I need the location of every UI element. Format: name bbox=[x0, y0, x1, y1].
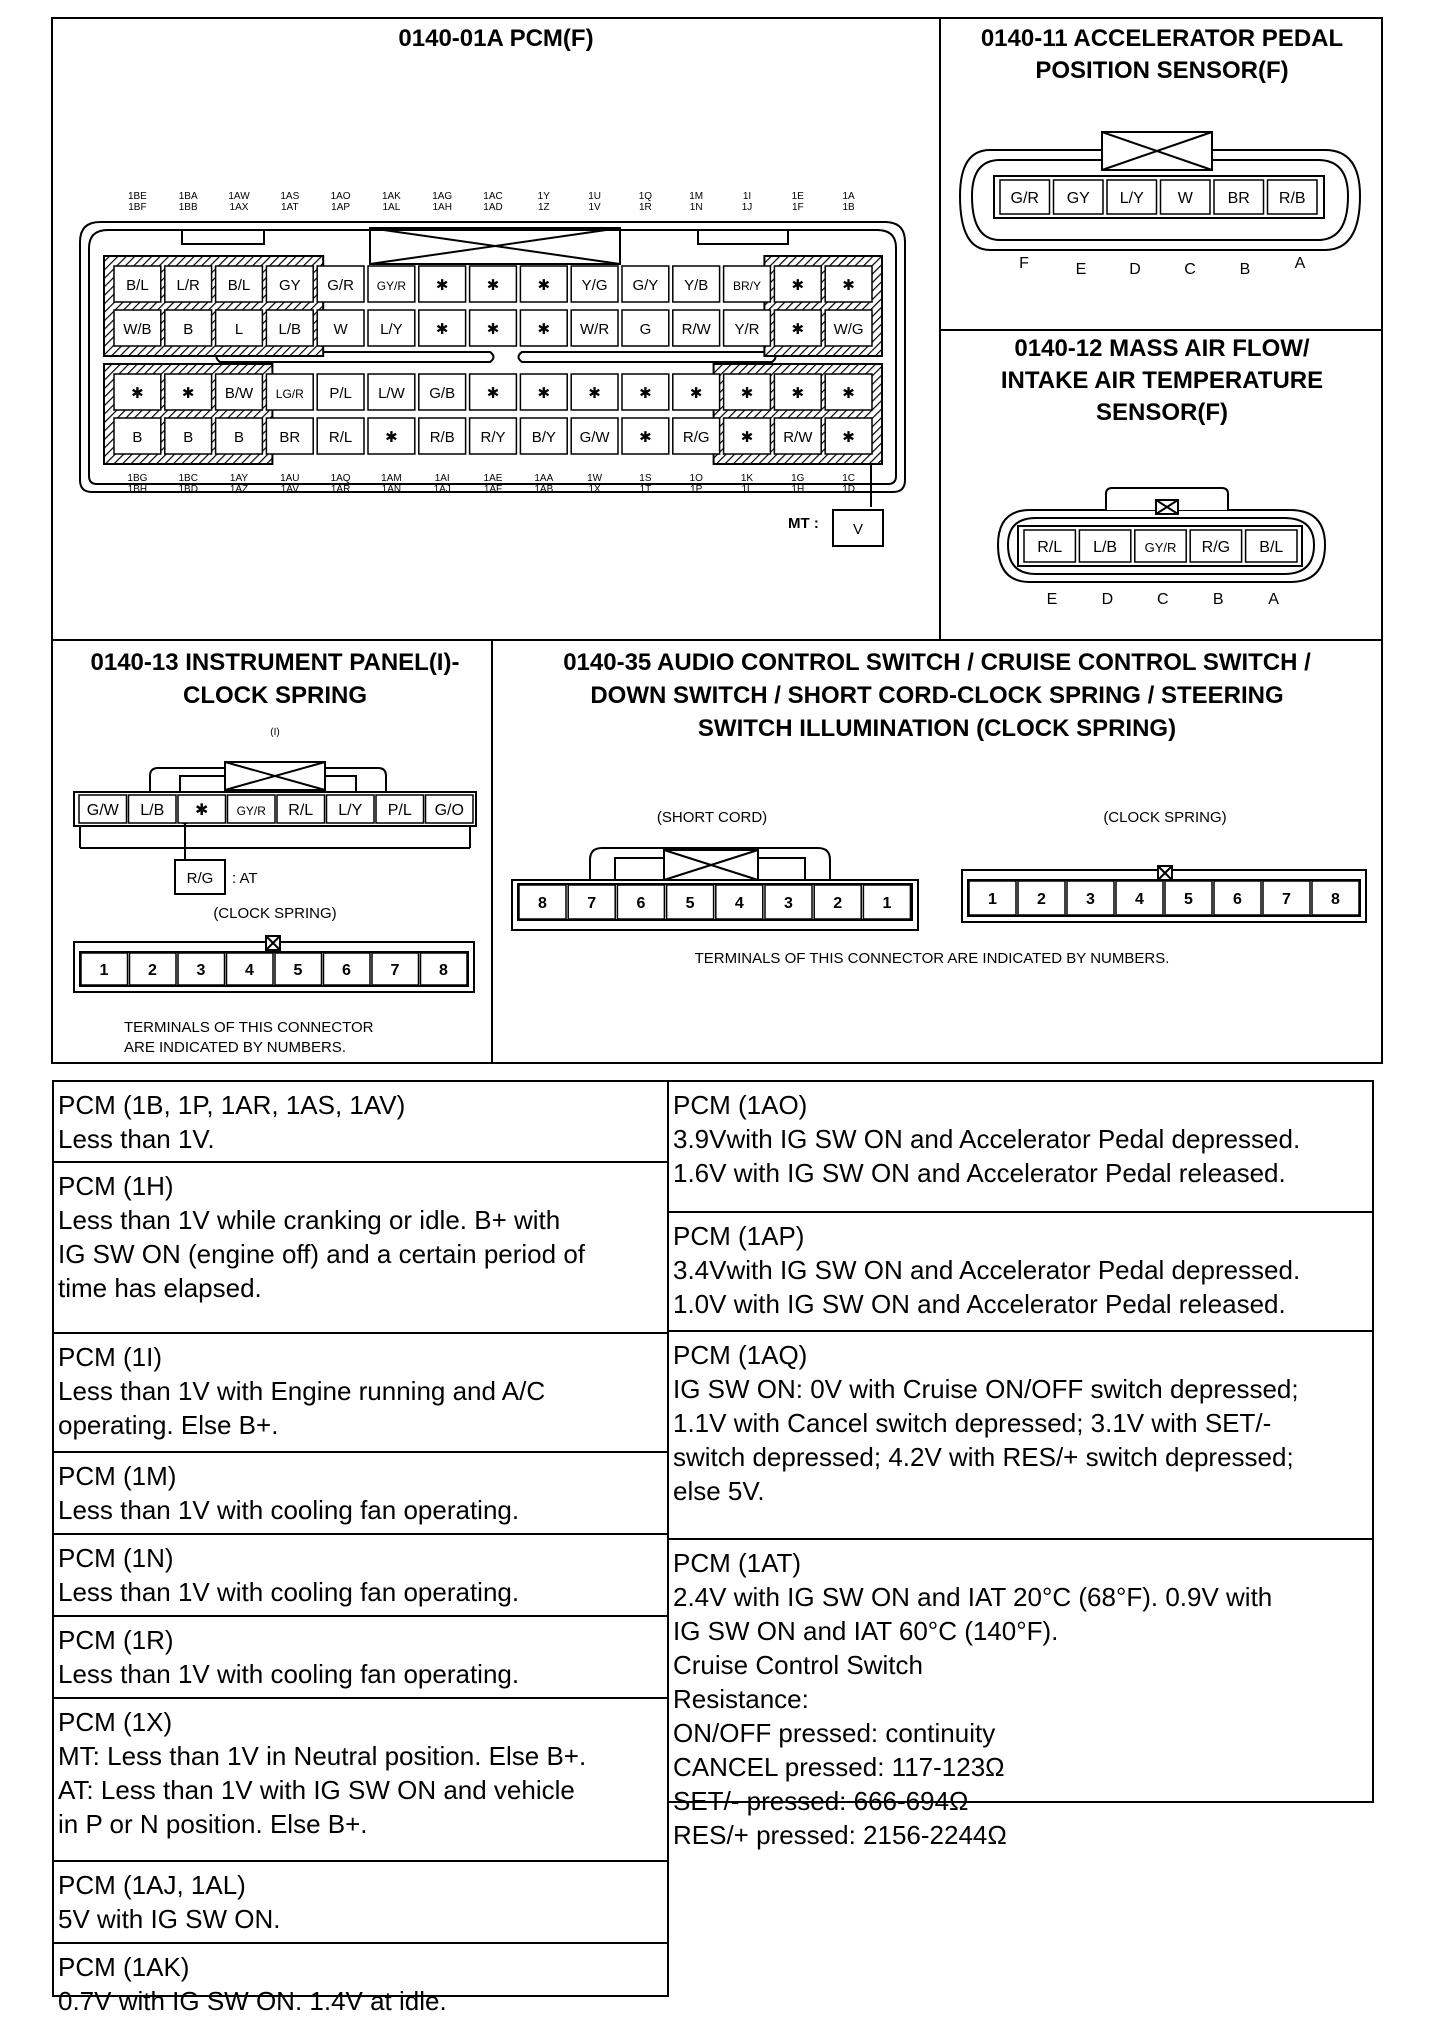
note-line: 2.4V with IG SW ON and IAT 20°C (68°F). 0.9V with bbox=[673, 1582, 1273, 1612]
pcm-pin-label: 1AH bbox=[432, 202, 452, 213]
pcm-pin-label: 1L bbox=[741, 484, 753, 495]
note-line: in P or N position. Else B+. bbox=[58, 1809, 368, 1839]
pcm-pin-label: 1C bbox=[842, 473, 855, 484]
pcm-wire-color: L bbox=[234, 321, 244, 338]
maf-terminal-letter: D bbox=[1101, 591, 1114, 608]
note-line: IG SW ON: 0V with Cruise ON/OFF switch depressed; bbox=[673, 1374, 1299, 1404]
maf-terminal-letter: C bbox=[1157, 591, 1169, 608]
pcm-wire-color: ✱ bbox=[842, 385, 855, 402]
pcm-wire-color: L/R bbox=[176, 277, 200, 294]
ip-connector bbox=[74, 649, 476, 1056]
pcm-wire-color: W bbox=[333, 321, 348, 338]
note-line: switch depressed; 4.2V with RES/+ switch depressed; bbox=[673, 1442, 1294, 1472]
pcm-connector bbox=[80, 25, 905, 546]
short-cord-terminal-number: 6 bbox=[636, 895, 646, 912]
pcm-wire-color: ✱ bbox=[537, 321, 551, 338]
pcm-wire-color: ✱ bbox=[435, 321, 449, 338]
pcm-wire-color: B/W bbox=[224, 385, 254, 402]
app-wire-color: G/R bbox=[1010, 190, 1039, 207]
maf-connector bbox=[998, 335, 1325, 608]
clock-spring-terminals bbox=[969, 881, 1359, 915]
pcm-pin-label: 1T bbox=[639, 484, 652, 495]
note-line: Less than 1V with Engine running and A/C bbox=[58, 1376, 546, 1406]
pcm-pin-label: 1I bbox=[742, 191, 752, 202]
note-line: Less than 1V. bbox=[58, 1124, 215, 1154]
pcm-pin-label: 1BB bbox=[178, 202, 198, 213]
note-line: 5V with IG SW ON. bbox=[58, 1904, 281, 1934]
ip-title-line1: 0140-13 INSTRUMENT PANEL(I)- bbox=[90, 649, 460, 676]
ip-title-line2: CLOCK SPRING bbox=[182, 682, 368, 709]
ip-wire-color: G/W bbox=[86, 802, 119, 819]
pcm-wire-color: B bbox=[233, 429, 245, 446]
app-connector bbox=[960, 25, 1360, 278]
note-line: ON/OFF pressed: continuity bbox=[673, 1718, 996, 1748]
pcm-wire-color: L/B bbox=[278, 321, 302, 338]
note-heading: PCM (1N) bbox=[58, 1543, 174, 1573]
pcm-wire-color: R/B bbox=[429, 429, 455, 446]
pcm-wire-color: L/Y bbox=[380, 321, 403, 338]
pcm-pin-label: 1AA bbox=[534, 473, 554, 484]
note-heading: PCM (1AT) bbox=[673, 1548, 802, 1578]
short-cord-terminal-number: 8 bbox=[538, 895, 547, 912]
note-line: AT: Less than 1V with IG SW ON and vehicle bbox=[58, 1775, 575, 1805]
pcm-wire-color: ✱ bbox=[181, 385, 195, 402]
pcm-pin-label: 1Q bbox=[638, 191, 653, 202]
pcm-wire-color: Y/B bbox=[684, 277, 709, 294]
pcm-pin-label: 1X bbox=[588, 484, 601, 495]
note-left-1 bbox=[52, 1161, 669, 1334]
note-heading: PCM (1I) bbox=[58, 1342, 162, 1372]
pcm-wire-color: LG/R bbox=[275, 387, 304, 401]
pcm-mt-label: MT : bbox=[788, 515, 819, 532]
pcm-wire-color: Y/G bbox=[581, 277, 608, 294]
note-right-2 bbox=[667, 1330, 1374, 1540]
pcm-wire-color: ✱ bbox=[435, 277, 449, 294]
pcm-pin-label: 1Z bbox=[537, 202, 550, 213]
ip-terminal-number: 5 bbox=[293, 962, 303, 979]
pcm-wire-color: ✱ bbox=[791, 385, 805, 402]
note-left-7 bbox=[52, 1860, 669, 1944]
pcm-pin-label: 1AW bbox=[228, 191, 250, 202]
pcm-pin-label: 1AN bbox=[381, 484, 402, 495]
note-left-4 bbox=[52, 1533, 669, 1617]
pcm-wire-color: W/B bbox=[123, 321, 152, 338]
pcm-wire-color: ✱ bbox=[791, 321, 805, 338]
pcm-pin-label: 1BH bbox=[127, 484, 148, 495]
pcm-wire-color: L/W bbox=[378, 385, 405, 402]
note-heading: PCM (1M) bbox=[58, 1461, 177, 1491]
pcm-pin-label: 1N bbox=[689, 202, 703, 213]
note-heading: PCM (1R) bbox=[58, 1625, 174, 1655]
note-line: 3.9Vwith IG SW ON and Accelerator Pedal depressed. bbox=[673, 1124, 1301, 1154]
pcm-wire-color: R/G bbox=[682, 429, 710, 446]
pcm-pin-label: 1AI bbox=[434, 473, 450, 484]
pcm-wire-color: W/G bbox=[833, 321, 864, 338]
pcm-pin-label: 1AZ bbox=[229, 484, 249, 495]
maf-terminal-letter: B bbox=[1212, 591, 1224, 608]
pcm-wire-color: G/B bbox=[429, 385, 456, 402]
pcm-wire-color: B bbox=[183, 321, 194, 338]
pcm-wire-color: ✱ bbox=[740, 385, 754, 402]
note-line: RES/+ pressed: 2156-2244Ω bbox=[673, 1820, 1007, 1850]
clock-spring-terminal-number: 7 bbox=[1282, 891, 1291, 908]
pcm-pin-label: 1O bbox=[689, 473, 703, 484]
audio-connector bbox=[512, 649, 1366, 967]
note-heading: PCM (1B, 1P, 1AR, 1AS, 1AV) bbox=[58, 1090, 406, 1120]
pcm-pin-label: 1AQ bbox=[330, 473, 351, 484]
pcm-wire-color: ✱ bbox=[689, 385, 703, 402]
pcm-pin-label: 1BD bbox=[178, 484, 198, 495]
pcm-wire-color: B/L bbox=[126, 277, 149, 294]
pcm-pin-label: 1AV bbox=[280, 484, 299, 495]
ip-wire-color: P/L bbox=[387, 802, 412, 819]
note-heading: PCM (1AJ, 1AL) bbox=[58, 1870, 246, 1900]
note-heading: PCM (1AK) bbox=[58, 1952, 190, 1982]
pcm-wire-color: BR/Y bbox=[732, 279, 762, 293]
ip-wire-color: L/Y bbox=[338, 802, 363, 819]
pcm-pin-label: 1U bbox=[588, 191, 601, 202]
note-line: Cruise Control Switch bbox=[673, 1650, 923, 1680]
audio-title-line2: DOWN SWITCH / SHORT CORD-CLOCK SPRING / STEERING bbox=[590, 682, 1284, 709]
pcm-wire-color: G/Y bbox=[632, 277, 659, 294]
pcm-pin-label: 1D bbox=[842, 484, 855, 495]
pcm-pin-label: 1G bbox=[791, 473, 805, 484]
pcm-wire-color: B bbox=[132, 429, 143, 446]
short-cord-terminal-number: 2 bbox=[833, 895, 843, 912]
note-left-6 bbox=[52, 1697, 669, 1862]
pcm-pin-label: 1BG bbox=[127, 473, 148, 484]
pcm-wire-color: R/W bbox=[783, 429, 813, 446]
note-line: else 5V. bbox=[673, 1476, 765, 1506]
short-cord-terminal-number: 5 bbox=[685, 895, 695, 912]
note-line: Less than 1V with cooling fan operating. bbox=[58, 1659, 520, 1689]
pcm-pin-label: 1V bbox=[588, 202, 601, 213]
ip-terminal-number: 4 bbox=[245, 962, 254, 979]
clock-spring-terminal-number: 5 bbox=[1184, 891, 1193, 908]
pcm-wire-color: BR bbox=[279, 429, 301, 446]
pcm-pin-label: 1E bbox=[791, 191, 804, 202]
note-line: MT: Less than 1V in Neutral position. Else B+. bbox=[58, 1741, 587, 1771]
pcm-pin-label: 1AD bbox=[483, 202, 503, 213]
clock-spring-terminal-number: 3 bbox=[1086, 891, 1095, 908]
pcm-pin-label: 1BE bbox=[127, 191, 147, 202]
app-wire-color: R/B bbox=[1278, 190, 1306, 207]
note-line: CANCEL pressed: 117-123Ω bbox=[673, 1752, 1005, 1782]
ip-terminal-number: 6 bbox=[342, 962, 351, 979]
pcm-pin-label: 1BA bbox=[178, 191, 198, 202]
pcm-pin-label: 1BC bbox=[178, 473, 198, 484]
pcm-wire-color: B/L bbox=[227, 277, 251, 294]
pcm-wire-color: R/W bbox=[681, 321, 711, 338]
note-line: 1.0V with IG SW ON and Accelerator Pedal released. bbox=[673, 1289, 1286, 1319]
short-cord-label: (SHORT CORD) bbox=[656, 809, 768, 826]
ip-at-label: : AT bbox=[232, 870, 258, 887]
ip-terminal-number: 2 bbox=[148, 962, 157, 979]
notes-table bbox=[52, 1080, 1374, 2016]
short-cord-terminal-number: 3 bbox=[784, 895, 793, 912]
ip-wire-color: R/L bbox=[288, 802, 314, 819]
pcm-wire-color: ✱ bbox=[842, 429, 855, 446]
maf-terminal-letter: A bbox=[1268, 591, 1279, 608]
maf-title-line1: 0140-12 MASS AIR FLOW/ bbox=[1014, 335, 1310, 362]
short-cord-terminal-number: 4 bbox=[734, 895, 744, 912]
pcm-title: 0140-01A PCM(F) bbox=[398, 25, 594, 52]
pcm-pin-label: 1AK bbox=[381, 191, 401, 202]
ip-note-line1: TERMINALS OF THIS CONNECTOR bbox=[124, 1019, 374, 1036]
ip-clock-spring-label: (CLOCK SPRING) bbox=[213, 905, 337, 922]
note-right-0 bbox=[667, 1080, 1374, 1213]
pcm-wire-color: G/W bbox=[579, 429, 610, 446]
app-wire-color: W bbox=[1177, 190, 1193, 207]
pcm-wire-color: B bbox=[183, 429, 194, 446]
pcm-top-pin-labels bbox=[128, 191, 855, 213]
pcm-wire-color: ✱ bbox=[740, 429, 754, 446]
audio-note: TERMINALS OF THIS CONNECTOR ARE INDICATED BY NUMBERS. bbox=[694, 950, 1170, 967]
note-heading: PCM (1H) bbox=[58, 1171, 174, 1201]
maf-wire-color: GY/R bbox=[1144, 540, 1177, 555]
note-line: Resistance: bbox=[673, 1684, 809, 1714]
note-line: 1.1V with Cancel switch depressed; 3.1V with SET/- bbox=[673, 1408, 1272, 1438]
maf-wire-color: L/B bbox=[1093, 539, 1118, 556]
clock-spring-terminal-number: 4 bbox=[1135, 891, 1144, 908]
pcm-wire-color: ✱ bbox=[588, 385, 601, 402]
pcm-pin-label: 1AT bbox=[280, 202, 299, 213]
ip-terminal-number: 8 bbox=[439, 962, 448, 979]
note-line: 0.7V with IG SW ON. 1.4V at idle. bbox=[58, 1986, 447, 2016]
pcm-pin-label: 1AF bbox=[483, 484, 503, 495]
note-heading: PCM (1AP) bbox=[673, 1221, 805, 1251]
pcm-pin-label: 1AR bbox=[330, 484, 351, 495]
pcm-wire-color: R/L bbox=[328, 429, 353, 446]
ip-at-wire: R/G bbox=[186, 870, 214, 887]
ip-clock-spring-terminals bbox=[81, 953, 467, 985]
pcm-pin-label: 1AC bbox=[483, 191, 503, 202]
clock-spring-label: (CLOCK SPRING) bbox=[1103, 809, 1227, 826]
pcm-pin-label: 1AU bbox=[280, 473, 300, 484]
clock-spring-terminal-number: 8 bbox=[1331, 891, 1340, 908]
maf-wire-color: B/L bbox=[1259, 539, 1284, 556]
clock-spring-terminal-number: 2 bbox=[1037, 891, 1046, 908]
ip-subtitle: (I) bbox=[270, 727, 280, 738]
short-cord-terminal-number: 7 bbox=[587, 895, 597, 912]
pcm-wire-color: R/Y bbox=[480, 429, 506, 446]
pcm-wire-color: G bbox=[639, 321, 652, 338]
audio-title-line1: 0140-35 AUDIO CONTROL SWITCH / CRUISE CONTROL SWITCH / bbox=[563, 649, 1311, 676]
maf-terminal-letter: E bbox=[1046, 591, 1058, 608]
pcm-pin-label: 1H bbox=[791, 484, 805, 495]
maf-wire-color: R/L bbox=[1037, 539, 1063, 556]
pcm-pin-label: 1AJ bbox=[433, 484, 451, 495]
maf-title-line3: SENSOR(F) bbox=[1096, 399, 1228, 426]
pcm-wire-color: ✱ bbox=[842, 277, 855, 294]
note-heading: PCM (1AQ) bbox=[673, 1340, 808, 1370]
note-right-1 bbox=[667, 1211, 1374, 1332]
note-line: IG SW ON (engine off) and a certain period of bbox=[58, 1239, 586, 1269]
pcm-pin-label: 1AG bbox=[432, 191, 453, 202]
pcm-wire-color: GY/R bbox=[376, 279, 407, 293]
app-terminal-letter: A bbox=[1294, 255, 1306, 272]
pcm-pin-label: 1F bbox=[791, 202, 804, 213]
pcm-pin-label: 1AE bbox=[483, 473, 503, 484]
pcm-pin-label: 1P bbox=[690, 484, 703, 495]
ip-note-line2: ARE INDICATED BY NUMBERS. bbox=[124, 1039, 346, 1056]
pcm-pin-label: 1W bbox=[587, 473, 603, 484]
pcm-pin-label: 1AS bbox=[280, 191, 300, 202]
app-terminal-letter: C bbox=[1184, 261, 1196, 278]
note-left-0 bbox=[52, 1080, 669, 1163]
app-wire-color: L/Y bbox=[1119, 190, 1144, 207]
short-cord-terminals bbox=[519, 885, 910, 919]
note-line: SET/- pressed: 666-694Ω bbox=[673, 1786, 969, 1816]
app-terminal-letter: D bbox=[1129, 261, 1141, 278]
pcm-wire-color: ✱ bbox=[791, 277, 805, 294]
app-terminal-letters bbox=[1019, 255, 1306, 278]
pcm-wire-color: Y/R bbox=[734, 321, 760, 338]
ip-terminal-number: 1 bbox=[99, 962, 109, 979]
pcm-wire-color: ✱ bbox=[486, 321, 500, 338]
app-title-line2: POSITION SENSOR(F) bbox=[1035, 57, 1289, 84]
pcm-pin-label: 1S bbox=[639, 473, 652, 484]
maf-terminal-letters bbox=[1047, 591, 1280, 608]
pcm-pin-label: 1AB bbox=[534, 484, 554, 495]
pcm-pin-label: 1B bbox=[842, 202, 855, 213]
ip-terminal-number: 3 bbox=[196, 962, 206, 979]
maf-title-line2: INTAKE AIR TEMPERATURE bbox=[1000, 367, 1324, 394]
pcm-wire-color: W/R bbox=[580, 321, 610, 338]
pcm-pin-label: 1K bbox=[740, 473, 754, 484]
short-cord-terminal-number: 1 bbox=[882, 895, 892, 912]
pcm-wire-color: ✱ bbox=[385, 429, 398, 446]
maf-wire-color: R/G bbox=[1201, 539, 1231, 556]
pcm-wire-color: GY bbox=[278, 277, 301, 294]
note-line: 1.6V with IG SW ON and Accelerator Pedal released. bbox=[673, 1158, 1286, 1188]
pcm-pin-label: 1Y bbox=[537, 191, 550, 202]
note-left-8 bbox=[52, 1942, 669, 2016]
note-line: Less than 1V while cranking or idle. B+ with bbox=[58, 1205, 561, 1235]
app-terminal-letter: E bbox=[1075, 261, 1087, 278]
note-left-3 bbox=[52, 1451, 669, 1535]
pcm-pin-label: 1J bbox=[741, 202, 753, 213]
note-left-2 bbox=[52, 1332, 669, 1453]
pcm-wire-color: G/R bbox=[327, 277, 354, 294]
maf-cavity-row bbox=[1024, 530, 1297, 562]
pcm-pin-label: 1AY bbox=[229, 473, 249, 484]
ip-wire-color: ✱ bbox=[195, 802, 209, 819]
pcm-wire-color: ✱ bbox=[537, 385, 551, 402]
note-heading: PCM (1X) bbox=[58, 1707, 173, 1737]
ip-terminal-number: 7 bbox=[390, 962, 400, 979]
pcm-pin-label: 1AP bbox=[331, 202, 351, 213]
pcm-pin-label: 1AO bbox=[330, 191, 351, 202]
pcm-pin-label: 1AM bbox=[381, 473, 402, 484]
pcm-wire-color: ✱ bbox=[486, 385, 500, 402]
note-line: IG SW ON and IAT 60°C (140°F). bbox=[673, 1616, 1059, 1646]
app-wire-color: BR bbox=[1227, 190, 1250, 207]
pcm-wire-color: ✱ bbox=[131, 385, 144, 402]
pcm-wire-color: ✱ bbox=[639, 385, 652, 402]
pcm-pin-label: 1R bbox=[639, 202, 652, 213]
note-line: 3.4Vwith IG SW ON and Accelerator Pedal depressed. bbox=[673, 1255, 1301, 1285]
app-terminal-letter: F bbox=[1019, 255, 1029, 272]
note-line: operating. Else B+. bbox=[58, 1410, 279, 1440]
ip-wire-color: GY/R bbox=[236, 804, 266, 818]
note-heading: PCM (1AO) bbox=[673, 1090, 808, 1120]
note-left-5 bbox=[52, 1615, 669, 1699]
note-line: time has elapsed. bbox=[58, 1273, 262, 1303]
pcm-pin-label: 1AL bbox=[382, 202, 401, 213]
note-line: Less than 1V with cooling fan operating. bbox=[58, 1577, 520, 1607]
pcm-pin-label: 1AX bbox=[229, 202, 249, 213]
pcm-pin-label: 1M bbox=[689, 191, 704, 202]
pcm-wire-color: ✱ bbox=[486, 277, 500, 294]
pcm-pin-label: 1A bbox=[842, 191, 855, 202]
app-wire-color: GY bbox=[1066, 190, 1090, 207]
pcm-wire-color: ✱ bbox=[537, 277, 551, 294]
ip-wire-color: L/B bbox=[140, 802, 165, 819]
note-line: Less than 1V with cooling fan operating. bbox=[58, 1495, 520, 1525]
clock-spring-terminal-number: 6 bbox=[1233, 891, 1242, 908]
pcm-pin-label: 1BF bbox=[128, 202, 147, 213]
pcm-mt-wire: V bbox=[852, 521, 864, 538]
pcm-wire-color: B/Y bbox=[531, 429, 556, 446]
pcm-wire-color: ✱ bbox=[639, 429, 652, 446]
audio-title-line3: SWITCH ILLUMINATION (CLOCK SPRING) bbox=[697, 715, 1177, 742]
clock-spring-terminal-number: 1 bbox=[988, 891, 997, 908]
pcm-wire-color: P/L bbox=[329, 385, 352, 402]
ip-wire-color: G/O bbox=[434, 802, 464, 819]
app-title-line1: 0140-11 ACCELERATOR PEDAL bbox=[980, 25, 1344, 52]
note-right-3 bbox=[667, 1538, 1374, 1850]
app-terminal-letter: B bbox=[1239, 261, 1251, 278]
